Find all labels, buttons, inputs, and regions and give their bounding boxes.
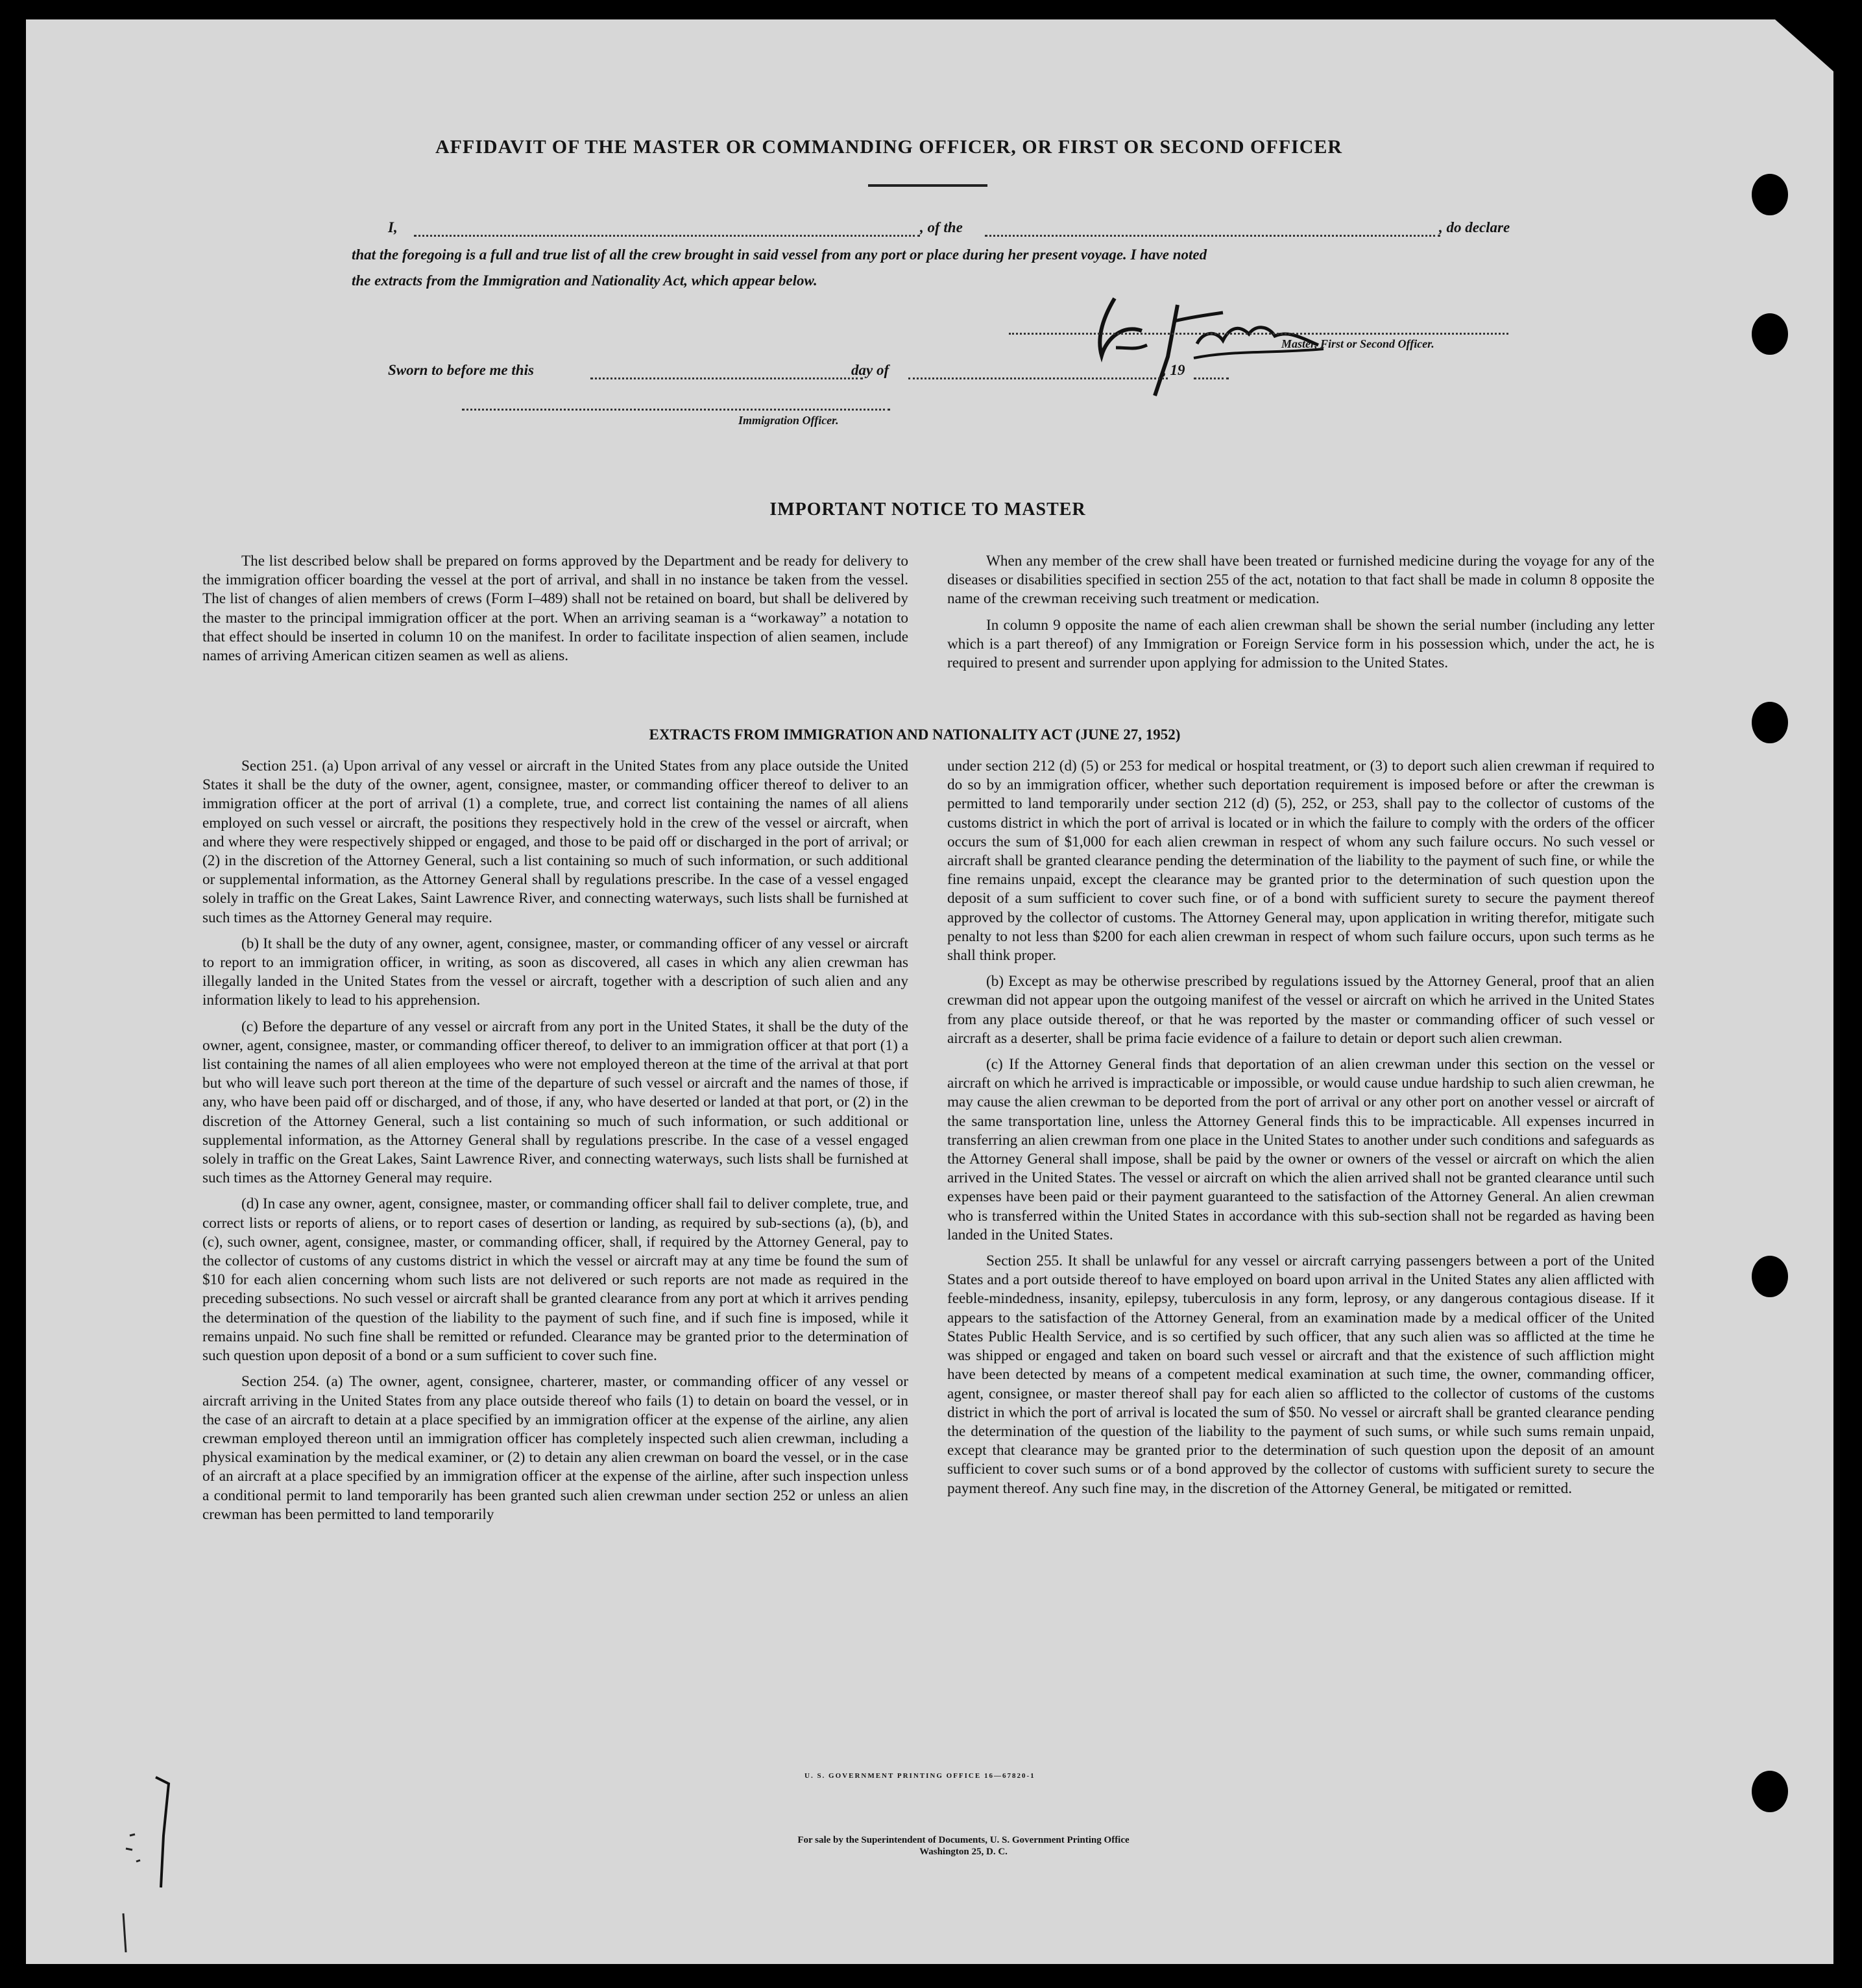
affidavit-statement-line: that the foregoing is a full and true list of all the crew brought in said vessel from any port or place during her present voyage. I have noted [352,246,1207,263]
notice-left-column [202,552,908,673]
notice-paragraph: When any member of the crew shall have been treated or furnished medicine during the voyage for any of the diseases or disabilities specified in section 255 of the act, notation to that fact shall be made in column 8 opposite the name of the crewman receiving such treatment or medication. [947,553,1654,608]
statute-paragraph: under section 212 (d) (5) or 253 for medical or hospital treatment, or (3) to deport such alien crewman if required to do so by an immigration officer, whether such deportation requirement is imposed before or after the crewman is permitted to land temporarily under section 212 (d) (5), 252, or 253, shall pay to the collector of customs of the customs district in which the port of arrival is located or in which the failure to comply with the orders of the officer occurs the sum of $1,000 for each alien crewman in respect of whom any such failure occurs. No such vessel or aircraft shall be granted clearance pending the determination of the liability to the payment of such fine, or while the fine remains unpaid, except the clearance may be granted prior to the determination of such question upon the deposit of a sum sufficient to cover such fine, or of a bond with sufficient surety to secure the payment thereof approved by the collector of customs. The Attorney General may, upon application in writing therefor, mitigate such penalty to not less than $200 for each alien crewman in respect of whom such failure occurs, upon such terms as he shall think proper. [947,758,1654,964]
day-of-label: day of [851,362,889,378]
immigration-officer-caption: Immigration Officer. [738,414,839,427]
torn-corner [1775,19,1833,71]
sworn-month-field[interactable] [908,377,1168,379]
sale-notice-line: For sale by the Superintendent of Documents, U. S. Government Printing Office [797,1835,1130,1845]
binder-hole [1752,702,1788,743]
immigration-officer-signature-line[interactable] [462,409,890,411]
form-page [26,19,1833,1964]
sale-notice [590,1834,1336,1858]
master-signature-caption: Master, First or Second Officer. [1281,337,1434,350]
affidavit-declare-label: , do declare [1439,219,1510,235]
statute-paragraph: Section 251. (a) Upon arrival of any vessel or aircraft in the United States from any place outside the United States it shall be the duty of the owner, agent, consignee, master, or commanding officer thereof to deliver to an immigration officer at the port of arrival (1) a complete, true, and correct list containing the names of all aliens employed on such vessel or aircraft, the positions they respectively hold in the crew of the vessel or aircraft, when and where they were respectively shipped or engaged, and those to be paid off or discharged in the port of arrival; or (2) in the discretion of the Attorney General, such a list containing so much of such information, or such additional or supplemental information, as the Attorney General shall by regulations prescribe. In the case of a vessel engaged solely in traffic on the Great Lakes, Saint Lawrence River, and connecting waterways, such lists shall be furnished at such times as the Attorney General may require. [202,758,908,926]
sworn-year-field[interactable] [1194,377,1229,379]
statute-paragraph: (d) In case any owner, agent, consignee, master, or commanding officer shall fail to deliver complete, true, and correct lists or reports of aliens, or to report cases of desertion or landing, as required by sub-sections (a), (b), and (c), such owner, agent, consignee, master, or commanding officer, shall, if required by the Attorney General, pay to the collector of customs of any customs district in which the vessel or aircraft may at any time be found the sum of $10 for each alien concerning whom such lists are not delivered or such reports are not made as required in the preceding subsections. No such vessel or aircraft shall be granted clearance from any port at which it arrives pending the determination of the question of the liability to the payment of such fine, and if such fine is imposed, while it remains unpaid. No such fine shall be remitted or refunded. Clearance may be granted prior to the determination of such question upon deposit of a bond or a sum sufficient to cover such fine. [202,1195,908,1365]
statute-paragraph: (c) If the Attorney General finds that deportation of an alien crewman under this section on the vessel or aircraft on which he arrived is impracticable or impossible, or would cause undue hardship to such alien crewman, he may cause the alien crewman to be deported from the port of arrival or any other port on another vessel or aircraft of the same transportation line, unless the Attorney General finds this to be impracticable. All expenses incurred in transferring an alien crewman from one place in the United States to another under such conditions and safeguards as the Attorney General shall impose, shall be paid by the owner or owners of the vessel or aircraft on which the alien arrived in the United States. The vessel or aircraft on which the alien arrived shall not be granted clearance until such expenses have been paid or their payment guaranteed to the satisfaction of the Attorney General. An alien crewman who is transferred within the United States in accordance with this sub-section shall not be regarded as having been landed in the United States. [947,1056,1654,1243]
statute-paragraph: Section 254. (a) The owner, agent, consignee, charterer, master, or commanding officer of any vessel or aircraft arriving in the United States from any place outside thereof who fails (1) to detain on board the vessel, or in the case of an aircraft to detain at a place specified by an immigration officer at the expense of the airline, any alien crewman employed thereon until an immigration officer has completely inspected such alien crewman, including a physical examination by the medical examiner, or (2) to detain any alien crewman on board the vessel, or in the case of an aircraft at a place specified by an immigration officer at the expense of the airline, after such inspection unless a conditional permit to land temporarily has been granted such alien crewman under section 252 or unless an alien crewman has been permitted to land temporarily [202,1373,908,1523]
master-signature-line[interactable] [1009,333,1508,335]
sale-notice-line: Washington 25, D. C. [919,1847,1008,1857]
notice-paragraph: In column 9 opposite the name of each alien crewman shall be shown the serial number (including any letter which is a part thereof) of any Immigration or Foreign Service form in his possession which, under the act, he is required to present and surrender upon applying for admission to the United States. [947,616,1654,672]
title-rule [868,184,987,187]
binder-hole [1752,1771,1788,1812]
binder-hole [1752,1256,1788,1297]
binder-hole [1752,174,1788,215]
affidavit-statement-line: the extracts from the Immigration and Nationality Act, which appear below. [352,272,817,289]
statute-paragraph: (b) It shall be the duty of any owner, agent, consignee, master, or commanding officer of any vessel or aircraft to report to an immigration officer, in writing, as soon as discovered, all cases in which any alien crewman has illegally landed in the United States from the vessel or aircraft, together with a description of such alien and any information likely to lead to his apprehension. [202,935,908,1009]
vessel-name-field[interactable] [985,235,1440,237]
notice-title: IMPORTANT NOTICE TO MASTER [769,499,1086,520]
declarant-name-field[interactable] [414,235,920,237]
binder-hole [1752,313,1788,355]
affidavit-i-label: I, [388,219,398,235]
statute-paragraph: (c) Before the departure of any vessel or aircraft from any port in the United States, it shall be the duty of the owner, agent, consignee, master, or commanding officer thereof, to deliver to an immigration officer at that port (1) a list containing the names of all alien employees who were not employed thereon at the time of the arrival at that port but who will leave such port thereon at the time of the departure of such vessel or aircraft and the names of those, if any, who have been paid off or discharged, and of those, if any, who have deserted or landed at that port, or (2) in the discretion of the Attorney General, such a list containing so much of such information, or such additional or supplemental information, as the Attorney General shall by regulations prescribe. In the case of a vessel engaged solely in traffic on the Great Lakes, Saint Lawrence River, and connecting waterways, such lists shall be furnished at such times as the Attorney General may require. [202,1018,908,1187]
sworn-label: Sworn to before me this [388,362,534,378]
notice-right-column [947,552,1654,680]
printing-office-imprint: U. S. GOVERNMENT PRINTING OFFICE 16—67820-1 [804,1772,1035,1780]
extracts-left-column [202,757,908,1531]
year-prefix-label: , 19 [1163,362,1185,378]
margin-marks [117,1758,195,1952]
affidavit-title: AFFIDAVIT OF THE MASTER OR COMMANDING OFFICER, OR FIRST OR SECOND OFFICER [435,136,1343,158]
statute-paragraph: (b) Except as may be otherwise prescribed by regulations issued by the Attorney General, proof that an alien crewman did not appear upon the outgoing manifest of the vessel or aircraft on which he arrived in the United States from any place outside thereof, or that he was reported by the master or commanding officer of such vessel or aircraft as a deserter, shall be prima facie evidence of a failure to detain or deport such alien crewman. [947,973,1654,1047]
statute-paragraph: Section 255. It shall be unlawful for any vessel or aircraft carrying passengers between a port of the United States and a port outside thereof to have employed on board upon arrival in the United States any alien afflicted with feeble-mindedness, insanity, epilepsy, tuberculosis in any form, leprosy, or any dangerous contagious disease. If it appears to the satisfaction of the Attorney General, from an examination made by a medical officer of the United States Public Health Service, and is so certified by such officer, that any such alien was so afflicted at the time he was shipped or engaged and taken on board such vessel or aircraft and that the existence of such affliction might have been detected by means of a competent medical examination at such time, the owner, commanding officer, agent, consignee, or master thereof shall pay for each alien so afflicted to the collector of customs of the customs district in which the port of arrival is located the sum of $50. No vessel or aircraft shall be granted clearance pending the determination of the question of the liability to the payment of such sums, or while such sums remain unpaid, except that clearance may be granted prior to the determination of such question upon the deposit of an amount sufficient to cover such sums or of a bond approved by the collector of customs with sufficient surety to secure the payment thereof. Any such fine may, in the discretion of the Attorney General, be mitigated or remitted. [947,1252,1654,1497]
sworn-day-field[interactable] [590,377,863,379]
extracts-title: EXTRACTS FROM IMMIGRATION AND NATIONALITY ACT (JUNE 27, 1952) [649,726,1181,743]
extracts-right-column [947,757,1654,1505]
affidavit-of-the-label: , of the [920,219,963,235]
notice-paragraph: The list described below shall be prepared on forms approved by the Department and be ready for delivery to the immigration officer boarding the vessel at the port of arrival, and shall in no instance be taken from the vessel. The list of changes of alien members of crews (Form I–489) shall not be retained on board, but shall be delivered by the master to the principal immigration officer at the port. When an arriving seaman is a “workaway” a notation to that effect should be inserted in column 10 on the manifest. In order to facilitate inspection of alien seamen, include names of arriving American citizen seamen as well as aliens. [202,553,908,665]
